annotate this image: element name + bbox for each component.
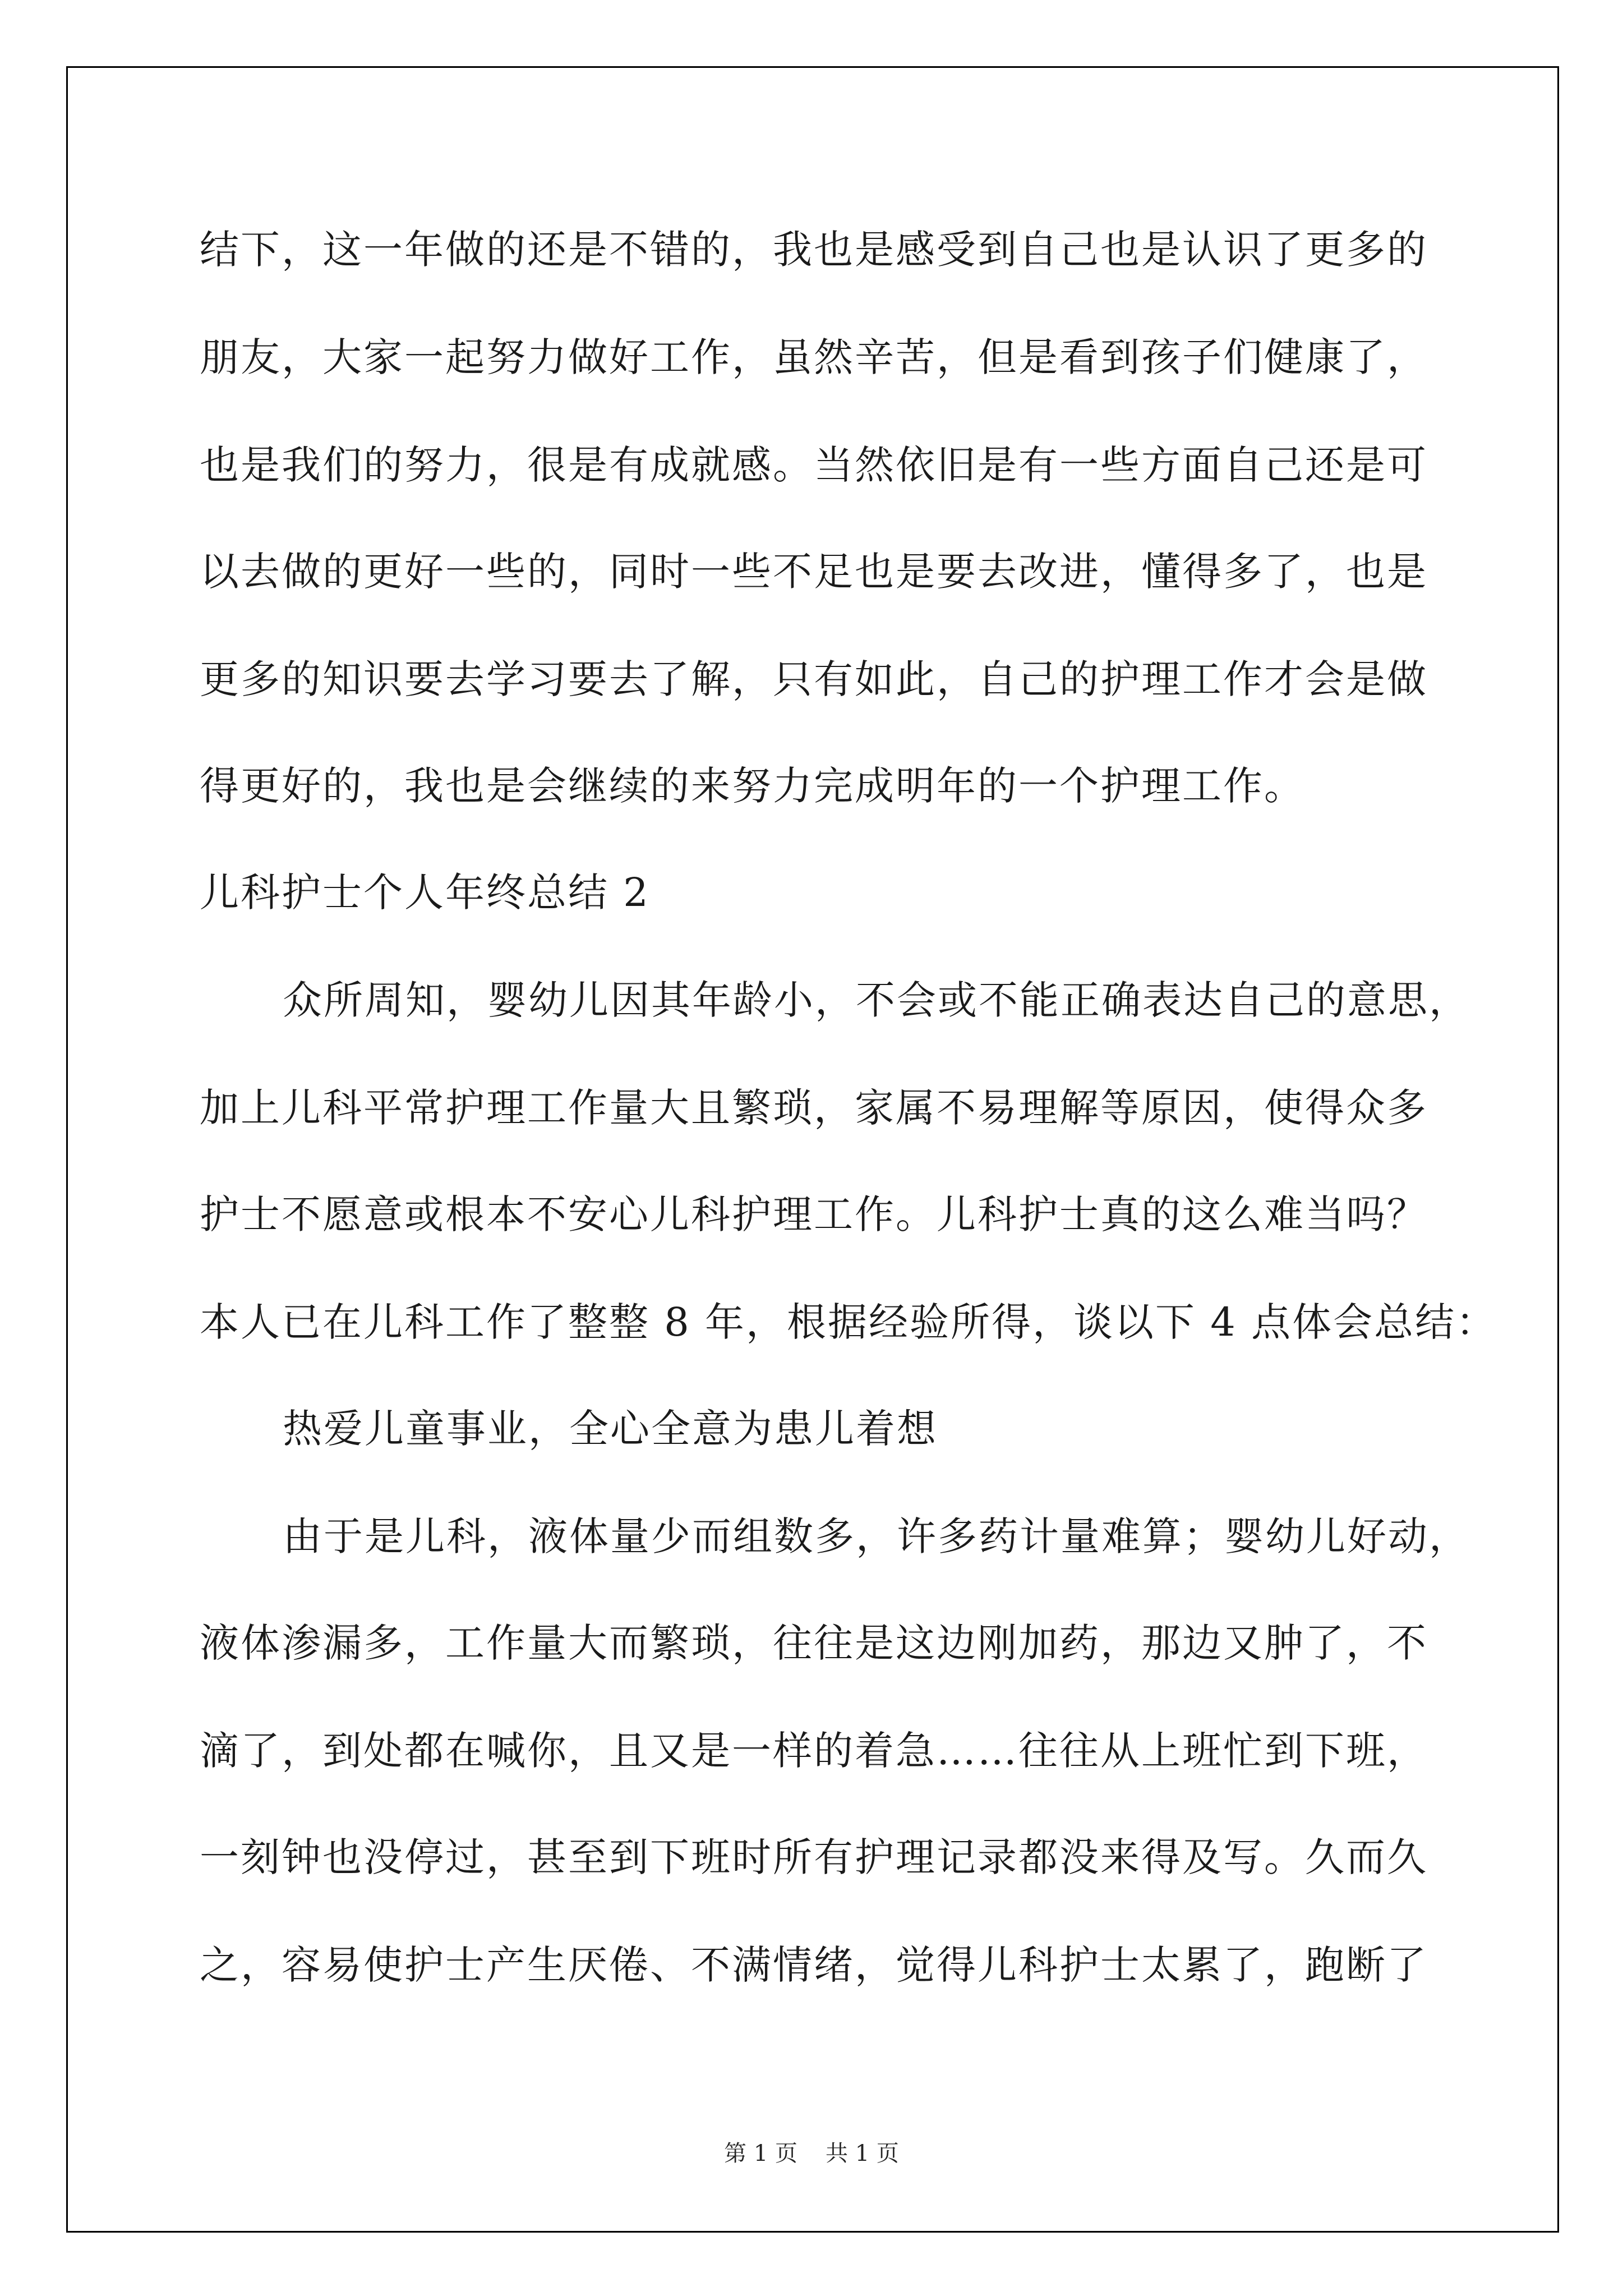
paragraph-first-line: 众所周知，婴幼儿因其年龄小，不会或不能正确表达自己的意思， — [283, 977, 1470, 1023]
paragraph-first-line: 由于是儿科，液体量少而组数多，许多药计量难算；婴幼儿好动， — [283, 1513, 1470, 1559]
subheading: 热爱儿童事业，全心全意为患儿着想 — [283, 1406, 938, 1452]
text-line: 更多的知识要去学习要去了解，只有如此，自己的护理工作才会是做 — [200, 656, 1428, 702]
page-number-current: 第 1 页 — [724, 2141, 797, 2166]
text-line: 以去做的更好一些的，同时一些不足也是要去改进，懂得多了，也是 — [200, 549, 1428, 595]
section-heading: 儿科护士个人年终总结 2 — [200, 869, 650, 915]
page-border — [66, 66, 1559, 2233]
text-line: 朋友，大家一起努力做好工作，虽然辛苦，但是看到孩子们健康了， — [200, 334, 1428, 380]
text-line: 加上儿科平常护理工作量大且繁琐，家属不易理解等原因，使得众多 — [200, 1085, 1428, 1131]
text-line: 滴了，到处都在喊你，且又是一样的着急……往往从上班忙到下班， — [200, 1728, 1428, 1774]
text-line: 一刻钟也没停过，甚至到下班时所有护理记录都没来得及写。久而久 — [200, 1834, 1428, 1880]
page-number-total: 共 1 页 — [826, 2141, 899, 2166]
text-line: 也是我们的努力，很是有成就感。当然依旧是有一些方面自己还是可 — [200, 442, 1428, 488]
text-line: 护士不愿意或根本不安心儿科护理工作。儿科护士真的这么难当吗？ — [200, 1191, 1428, 1237]
text-line: 得更好的，我也是会继续的来努力完成明年的一个护理工作。 — [200, 763, 1305, 809]
page-footer — [0, 2139, 1623, 2168]
text-line: 结下，这一年做的还是不错的，我也是感受到自己也是认识了更多的 — [200, 227, 1428, 273]
text-line: 本人已在儿科工作了整整 8 年，根据经验所得，谈以下 4 点体会总结： — [200, 1299, 1497, 1345]
text-line: 之，容易使护士产生厌倦、不满情绪，觉得儿科护士太累了，跑断了 — [200, 1942, 1428, 1988]
text-line: 液体渗漏多，工作量大而繁琐，往往是这边刚加药，那边又肿了，不 — [200, 1620, 1428, 1666]
